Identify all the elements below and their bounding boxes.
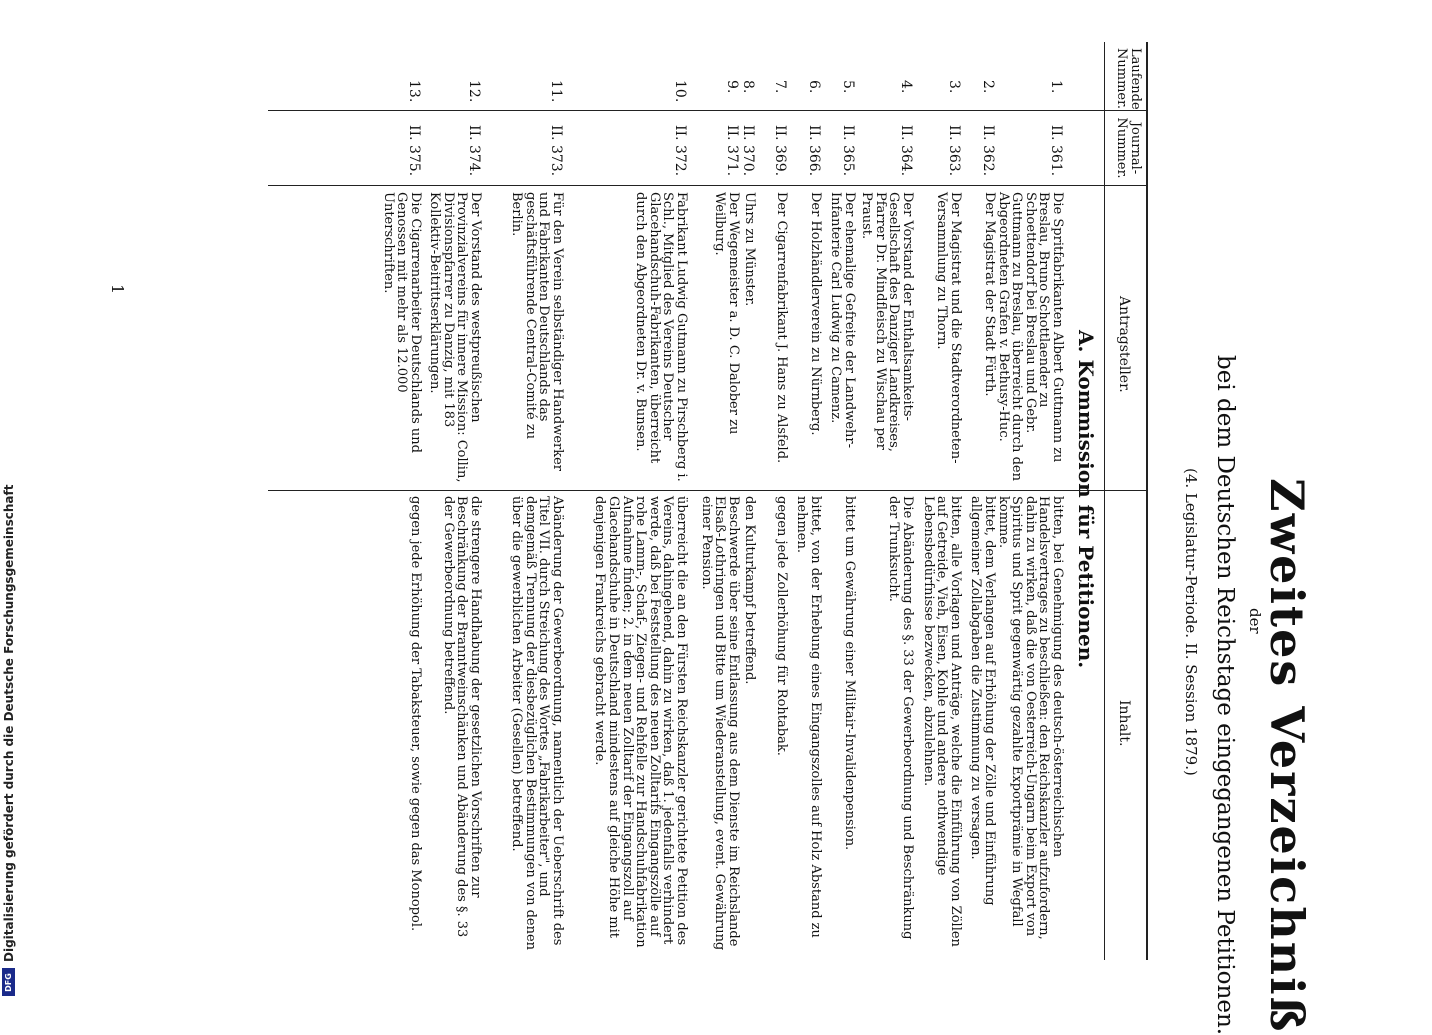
entry-antragsteller: Der Wegemeister a. D. C. Dalober zu Weilburg. — [712, 192, 741, 435]
col-header-journal: Journal- Nummer. — [1114, 117, 1143, 179]
entry-journal: II. 371. — [724, 125, 740, 177]
entry-journal: II. 375. — [406, 125, 422, 177]
entry-antragsteller: Für den Verein selbständiger Handwerker und Fabrikanten Deutschlands das geschäftsführende Central-Comité zu Berlin. — [509, 192, 565, 472]
entry-journal: II. 364. — [898, 125, 914, 177]
section-heading: A. Kommission für Petitionen. — [1074, 330, 1098, 669]
entry-antragsteller: Der ehemalige Gefreite der Landwehr-Infanterie Carl Ludwig zu Camenz. — [828, 192, 857, 449]
entry-inhalt: bittet, dem Verlangen auf Erhöhung der Zölle und Einführung allgemeiner Zollabgaben die Zustimmung zu versagen. — [968, 496, 997, 906]
entry-number: 8. — [740, 80, 756, 94]
entry-antragsteller: Der Magistrat der Stadt Fürth. — [982, 192, 997, 397]
entry-inhalt: gegen jede Zollerhöhung für Rohtabak. — [774, 496, 789, 756]
entry-number: 5. — [840, 80, 856, 94]
entry-inhalt: bitten, bei Genehmigung des deutsch-österreichischen Handelsvertrages zu beschließen: den Reichskanzler aufzufordern, dahin zu wirken, daß die von Oesterreich-Ungarn beim Export von Spiritus und Sprit gegenwärtig gezahlte Exportprämie in Wegfall komme. — [995, 496, 1065, 940]
entry-antragsteller: Die Spritfabrikanten Albert Guttmann zu Breslau, Bruno Schottlaender zu Schoettendorf bei Breslau und Gebr. Guttmann zu Breslau, überreicht durch den Abgeordneten Grafen v. Bethusy-Huc. — [995, 192, 1065, 481]
entry-number: 10. — [672, 80, 688, 103]
entry-journal: II. 370. — [740, 125, 756, 177]
entry-number: 4. — [898, 80, 914, 94]
entry-antragsteller: Der Holzhändlerverein zu Nürnberg. — [808, 192, 823, 436]
document-der: der — [1246, 608, 1264, 634]
col-rule-2 — [268, 185, 1148, 186]
digitization-credit: Digitalisierung gefördert durch die Deutsche Forschungsgemeinschaft — [2, 484, 16, 962]
entry-journal: II. 369. — [772, 125, 788, 177]
entry-journal: II. 372. — [672, 125, 688, 177]
entry-antragsteller: Der Cigarrenfabrikant J. Hans zu Alsfeld. — [774, 192, 789, 464]
entry-journal: II. 362. — [980, 125, 996, 177]
entry-inhalt: Abänderung der Gewerbeordnung, namentlich der Ueberschrift des Titel VII. durch Streichung des Wortes „Fabrikarbeiter", und demgemäß Trennung der diesbezüglichen Bestimmungen von denen über die gewerblichen Arbeiter (Gesellen) betreffend. — [509, 496, 565, 951]
entry-journal: II. 374. — [466, 125, 482, 177]
entry-number: 6. — [806, 80, 822, 94]
col-header-laufende: Laufende Nummer. — [1114, 48, 1143, 110]
col-header-inhalt: Inhalt. — [1116, 700, 1132, 747]
document-period: (4. Legislatur-Periode. II. Session 1879.) — [1182, 468, 1200, 776]
entry-number: 11. — [548, 80, 564, 103]
entry-antragsteller: Der Vorstand der Enthaltsamkeits-Gesellschaft des Danziger Landkreises, Pfarrer Dr. Mindfleisch zu Wischau per Praust. — [859, 192, 915, 452]
entry-number: 9. — [724, 80, 740, 94]
entry-journal: II. 366. — [806, 125, 822, 177]
entry-inhalt: die strengere Handhabung der gesetzlichen Vorschriften zur Beschränkung der Branntweinschänken und Abänderung des §. 33 der Gewerbeordnung betreffend. — [440, 496, 483, 938]
entry-number: 7. — [772, 80, 788, 94]
page-number: 1 — [108, 284, 127, 295]
entry-antragsteller: Fabrikant Ludwig Gutmann zu Pirschberg i. Schl., Mitglied des Vereins Deutscher Glacehandschuh-Fabrikanten, überreicht durch den Abgeordneten Dr. v. Bunsen. — [633, 192, 689, 482]
col-rule-3 — [268, 490, 1148, 491]
entry-inhalt: bitten, alle Vorlagen und Anträge, welche die Einführung von Zöllen auf Getreide, Vieh, Eisen, Kohle und andere nothwendige Lebensbedürfnisse bezwecken, abzulehnen. — [920, 496, 963, 947]
entry-antragsteller: Der Vorstand des westpreußischen Provinzialvereins für innere Mission: Collin, Divisionspfarrer zu Danzig, mit 183 Kollektiv-Beitrittserklärungen. — [427, 192, 483, 483]
entry-inhalt: Beschwerde über seine Entlassung aus dem Dienste im Reichslande Elsaß-Lothringen und Bitte um Wiederanstellung, event. Gewährung einer Pension. — [698, 496, 741, 951]
entry-inhalt: bittet, von der Erhebung eines Eingangszolles auf Holz Abstand zu nehmen. — [794, 496, 823, 938]
col-rule-1 — [268, 110, 1148, 111]
document-title: Zweites Verzeichniß — [1260, 478, 1314, 1034]
entry-number: 3. — [946, 80, 962, 94]
entry-inhalt: bittet um Gewährung einer Militair-Invalidenpension. — [842, 496, 857, 851]
entry-antragsteller: Der Magistrat und die Stadtverordneten-Versammlung zu Thorn. — [934, 192, 963, 464]
entry-number: 2. — [980, 80, 996, 94]
entry-inhalt: Die Abänderung des §. 33 der Gewerbeordnung und Beschränkung der Trunksucht. — [886, 496, 915, 940]
col-header-antragsteller: Antragsteller. — [1116, 296, 1132, 393]
entry-number: 1. — [1048, 80, 1064, 94]
header-top-rule — [1146, 42, 1148, 960]
entry-inhalt: den Kulturkampf betreffend. — [742, 496, 757, 685]
entry-journal: II. 361. — [1048, 125, 1064, 177]
entry-journal: II. 373. — [548, 125, 564, 177]
entry-journal: II. 363. — [946, 125, 962, 177]
entry-number: 12. — [466, 80, 482, 103]
entry-inhalt: überreicht die an den Fürsten Reichskanzler gerichtete Petition des Vereins, dahingehend, dahin zu wirken, daß 1. jedenfalls verhindert werde, daß bei Feststellung des neuen Zolltarifs Eingangszölle auf rohe Lamm-, Schaf-, Ziegen- und Rehfelle zur Handschuhfabrikation Aufnahme finden; 2. in dem neuen Zolltarif der Eingangszoll auf Glacehandschuhe in Deutschland mindestens auf gleiche Höhe mit denjenigen Frankreichs gebracht werde. — [592, 496, 689, 948]
dfg-logo: DFG — [2, 968, 15, 996]
entry-antragsteller: Die Cigarrenarbeiter Deutschlands und Genossen mit mehr als 12.000 Unterschriften. — [380, 192, 423, 453]
document-subtitle: bei dem Deutschen Reichstage eingegangenen Petitionen. — [1212, 355, 1238, 1035]
entry-inhalt: gegen jede Erhöhung der Tabaksteuer, sowie gegen das Monopol. — [408, 496, 423, 932]
entry-number: 13. — [406, 80, 422, 103]
header-bottom-rule — [1104, 42, 1105, 960]
entry-journal: II. 365. — [840, 125, 856, 177]
entry-antragsteller: Uhrs zu Münster. — [742, 192, 757, 307]
